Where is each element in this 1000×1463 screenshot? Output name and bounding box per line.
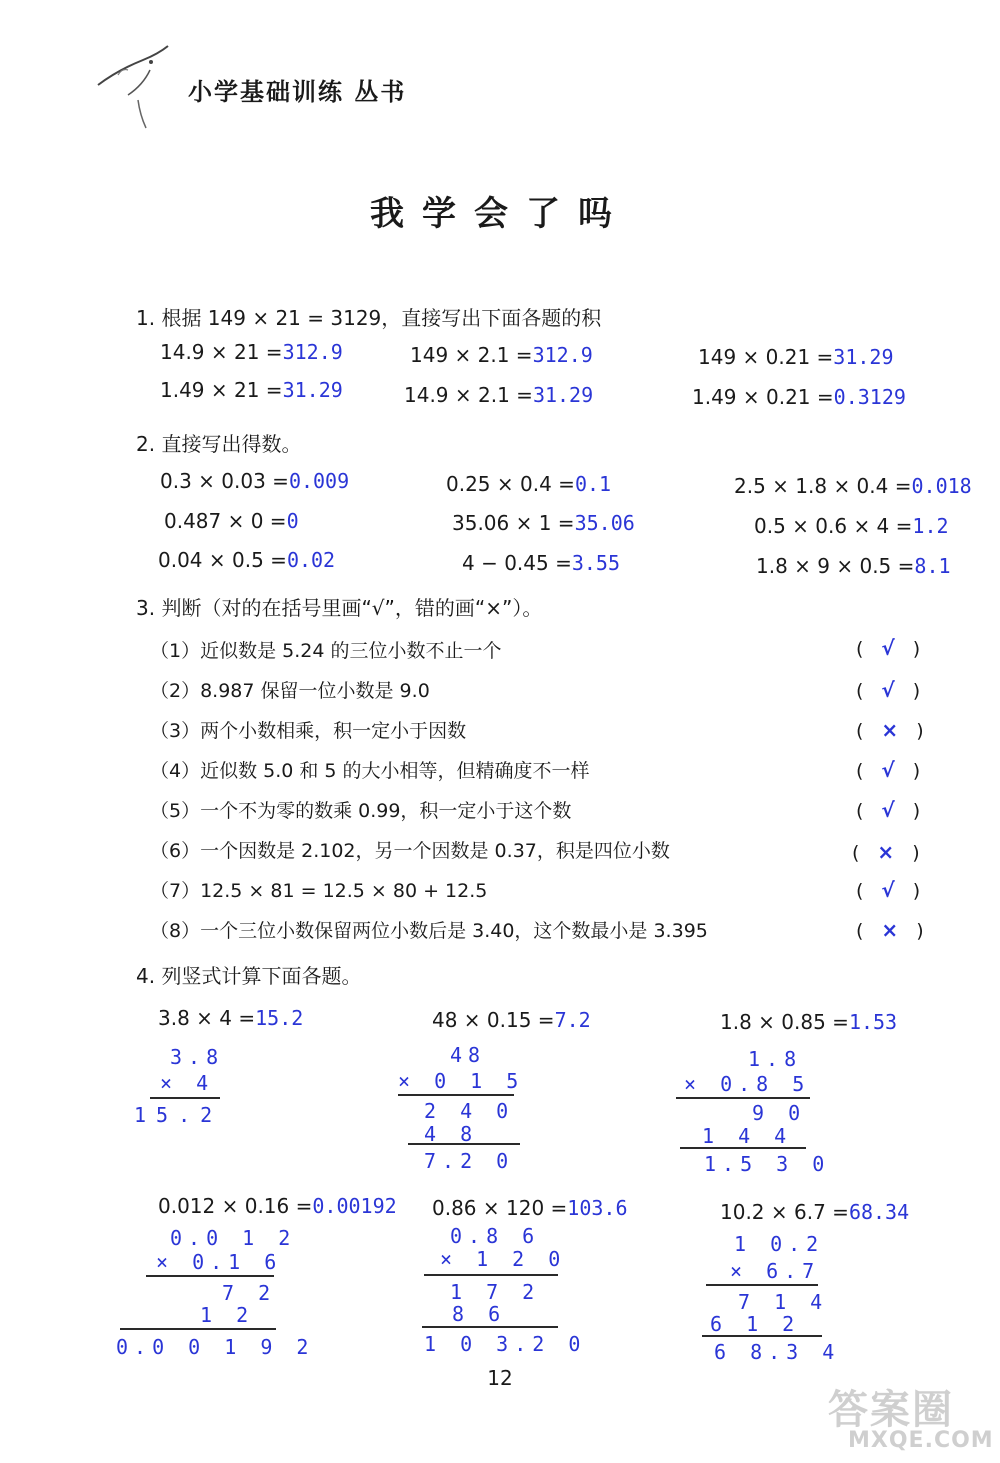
q3-prompt: 3. 判断（对的在括号里画“√”，错的画“×”）。 [136,596,543,620]
judge-answer: ( √ ) [856,878,921,902]
work-line: 3.8 [170,1045,225,1069]
q2-prompt: 2. 直接写出得数。 [136,432,302,456]
q2-item: 0.04 × 0.5 =0.02 [158,548,336,572]
judge-item: （7）12.5 × 81 = 12.5 × 80 + 12.5 [150,880,488,902]
q2-item: 1.8 × 9 × 0.5 =8.1 [756,554,951,578]
work-line: 1 7 2 [450,1280,541,1304]
work-line: × 4 [160,1071,215,1095]
q2-item: 0.3 × 0.03 =0.009 [160,469,350,493]
work-line: 1 0.2 [734,1232,825,1256]
work-line: 9 0 [752,1101,807,1125]
work-line: 7 1 4 [738,1290,829,1314]
judge-answer: ( × ) [852,840,920,864]
work-line: 0.0 1 2 [170,1226,297,1250]
judge-item: （8）一个三位小数保留两位小数后是 3.40，这个数最小是 3.395 [150,920,708,942]
q2-item: 0.25 × 0.4 =0.1 [446,472,612,496]
q2-item: 4 − 0.45 =3.55 [462,551,621,575]
work-line: 6 8.3 4 [714,1340,841,1364]
judge-answer: ( √ ) [856,798,921,822]
work-line: × 0.8 5 [684,1072,811,1096]
q4-equation: 48 × 0.15 =7.2 [432,1008,591,1032]
work-line: 1.8 [748,1047,803,1071]
q1-item: 149 × 0.21 =31.29 [698,345,894,369]
judge-item: （5）一个不为零的数乘 0.99，积一定小于这个数 [150,800,572,822]
work-line: × 0.1 6 [156,1250,283,1274]
q1-item: 1.49 × 0.21 =0.3129 [692,385,906,409]
work-line: 2 4 0 [424,1099,515,1123]
work-line: 7 2 [222,1281,277,1305]
watermark-url: MXQE.COM [848,1428,994,1453]
bird-ornament-icon [88,40,183,135]
judge-answer: ( × ) [856,718,924,742]
work-line: 1.5 3 0 [704,1152,831,1176]
work-line: 15.2 [134,1103,223,1127]
work-line: 6 1 2 [710,1312,801,1336]
q1-item: 1.49 × 21 =31.29 [160,378,343,402]
work-line: × 6.7 [730,1259,821,1283]
work-line: 8 6 [452,1302,507,1326]
q2-item: 35.06 × 1 =35.06 [452,511,635,535]
q4-equation: 0.012 × 0.16 =0.00192 [158,1194,397,1218]
judge-item: （6）一个因数是 2.102，另一个因数是 0.37，积是四位小数 [150,840,670,862]
work-line: × 0 1 5 [398,1069,525,1093]
q2-item: 0.5 × 0.6 × 4 =1.2 [754,514,949,538]
q4-equation: 3.8 × 4 =15.2 [158,1006,304,1030]
q4-equation: 10.2 × 6.7 =68.34 [720,1200,910,1224]
work-line: 1 4 4 [702,1124,793,1148]
series-title: 小学基础训练 丛书 [188,78,407,106]
q1-item: 14.9 × 2.1 =31.29 [404,383,594,407]
q1-prompt: 1. 根据 149 × 21 = 3129，直接写出下面各题的积 [136,306,602,330]
judge-answer: ( × ) [856,918,924,942]
judge-item: （1）近似数是 5.24 的三位小数不止一个 [150,640,502,662]
q2-item: 2.5 × 1.8 × 0.4 =0.018 [734,474,972,498]
judge-answer: ( √ ) [856,636,921,660]
q1-item: 149 × 2.1 =312.9 [410,343,593,367]
work-line: 48 [450,1043,487,1067]
work-line: 1 0 3.2 0 [424,1332,587,1356]
work-line: 0.0 0 1 9 2 [116,1335,315,1359]
judge-item: （3）两个小数相乘，积一定小于因数 [150,720,467,742]
q4-equation: 0.86 × 120 =103.6 [432,1196,628,1220]
work-line: × 1 2 0 [440,1247,567,1271]
q4-prompt: 4. 列竖式计算下面各题。 [136,964,362,988]
judge-item: （2）8.987 保留一位小数是 9.0 [150,680,430,702]
work-line: 1 2 [200,1303,255,1327]
judge-answer: ( √ ) [856,758,921,782]
judge-answer: ( √ ) [856,678,921,702]
q1-item: 14.9 × 21 =312.9 [160,340,343,364]
work-line: 7.2 0 [424,1149,515,1173]
judge-item: （4）近似数 5.0 和 5 的大小相等，但精确度不一样 [150,760,590,782]
q2-item: 0.487 × 0 =0 [164,509,299,533]
page-title: 我学会了吗 [370,194,630,234]
q4-equation: 1.8 × 0.85 =1.53 [720,1010,898,1034]
work-line: 0.8 6 [450,1224,541,1248]
work-line: 4 8 [424,1122,479,1146]
watermark-logo: 答案圈 [828,1387,954,1433]
page-number: 12 [487,1366,513,1390]
